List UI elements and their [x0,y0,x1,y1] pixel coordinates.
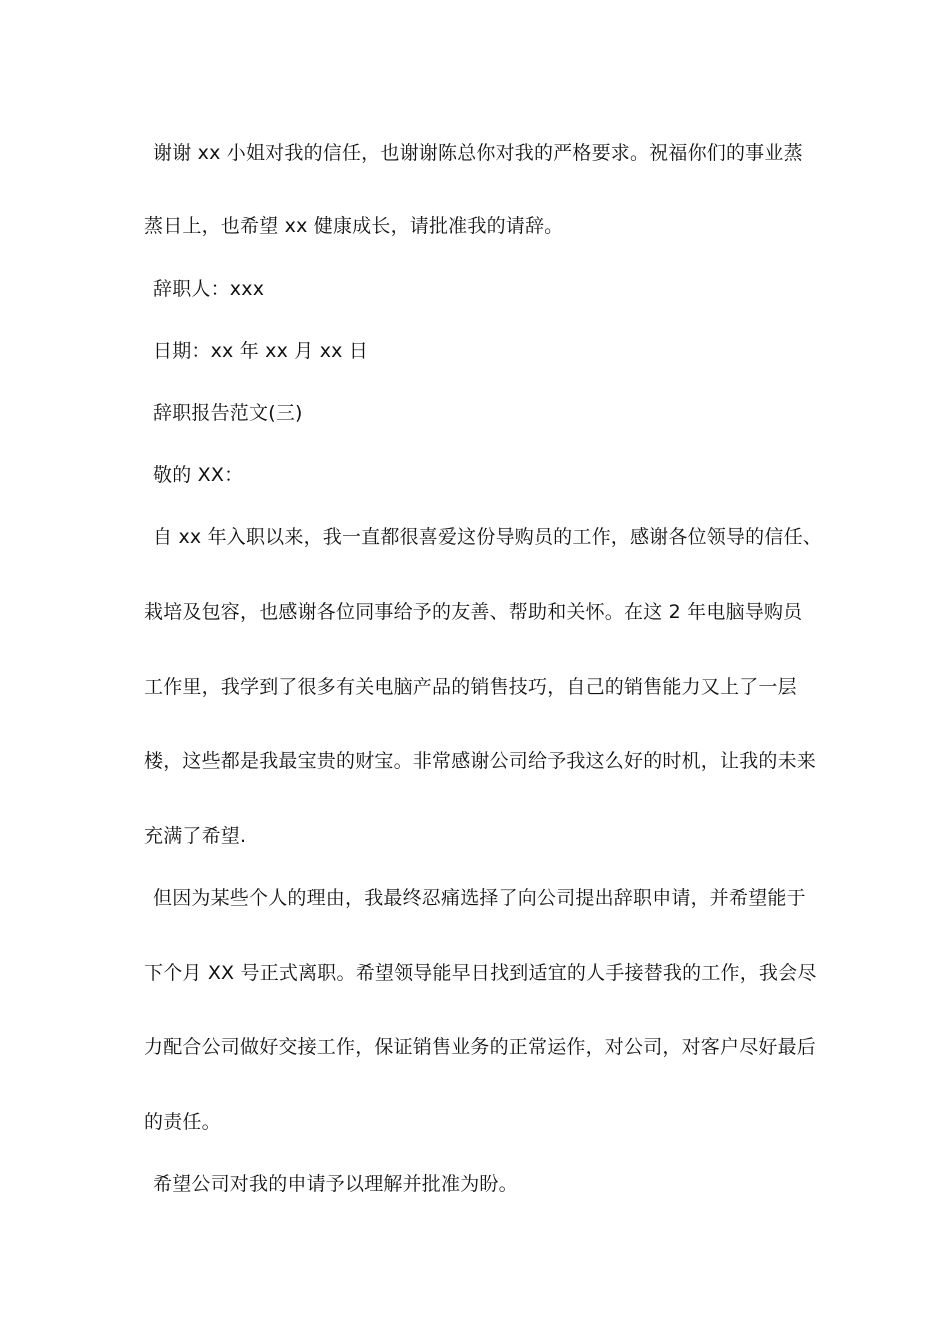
paragraph-body-1-line-2: 栽培及包容，也感谢各位同事给予的友善、帮助和关怀。在这 2 年电脑导购员 [144,601,803,623]
salutation: 敬的 XX： [153,464,244,486]
signature-date: 日期：xx 年 xx 月 xx 日 [153,340,369,362]
paragraph-body-2-line-4: 的责任。 [144,1111,221,1133]
paragraph-body-2-line-1: 但因为某些个人的理由，我最终忍痛选择了向公司提出辞职申请，并希望能于 [153,887,806,909]
signature-resigner: 辞职人：xxx [153,278,265,300]
paragraph-thanks-line-2: 蒸日上，也希望 xx 健康成长，请批准我的请辞。 [144,215,564,237]
section-heading: 辞职报告范文(三) [153,402,303,424]
paragraph-body-2-line-3: 力配合公司做好交接工作，保证销售业务的正常运作，对公司，对客户尽好最后 [144,1036,817,1058]
paragraph-thanks-line-1: 谢谢 xx 小姐对我的信任，也谢谢陈总你对我的严格要求。祝福你们的事业蒸 [153,142,803,164]
paragraph-body-1-line-1: 自 xx 年入职以来，我一直都很喜爱这份导购员的工作，感谢各位领导的信任、 [153,526,822,548]
closing-line: 希望公司对我的申请予以理解并批准为盼。 [153,1173,518,1195]
paragraph-body-2-line-2: 下个月 XX 号正式离职。希望领导能早日找到适宜的人手接替我的工作，我会尽 [144,962,817,984]
paragraph-body-1-line-3: 工作里，我学到了很多有关电脑产品的销售技巧，自己的销售能力又上了一层 [144,676,797,698]
paragraph-body-1-line-5: 充满了希望. [144,825,247,847]
paragraph-body-1-line-4: 楼，这些都是我最宝贵的财宝。非常感谢公司给予我这么好的时机，让我的未来 [144,750,817,772]
